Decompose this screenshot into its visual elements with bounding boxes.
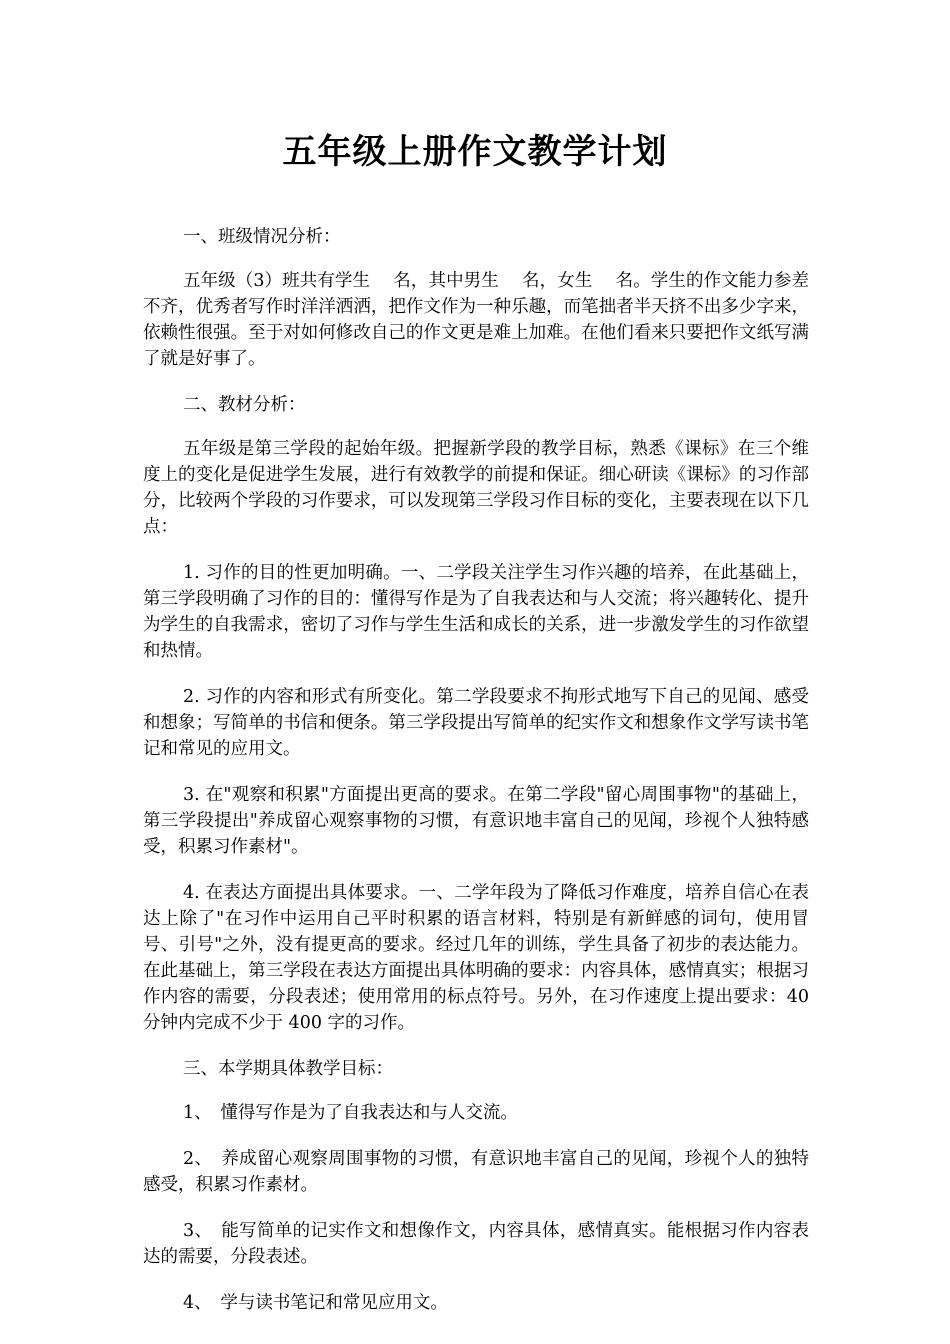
- paragraph-goal-2: 2、 养成留心观察周围事物的习惯，有意识地丰富自己的见闻，珍视个人的独特感受，积累习作素材。: [143, 1149, 809, 1195]
- paragraph-class-analysis: 五年级（3）班共有学生 名，其中男生 名，女生 名。学生的作文能力参差不齐，优秀者写作时洋洋洒洒，把作文作为一种乐趣，而笔拙者半天挤不出多少字来，依赖性很强。至于对如何修改自己的作文更是难上加难。在他们看来只要把作文纸写满了就是好事了。: [143, 271, 809, 369]
- paragraph-point-1: 1. 习作的目的性更加明确。一、二学段关注学生习作兴趣的培养，在此基础上，第三学段明确了习作的目的：懂得写作是为了自我表达和与人交流；将兴趣转化、提升为学生的自我需求，密切了习作与学生生活和成长的关系，进一步激发学生的习作欲望和热情。: [143, 563, 809, 661]
- document-body: [143, 224, 809, 1316]
- paragraph-goal-3: 3、 能写简单的记实作文和想像作文，内容具体，感情真实。能根据习作内容表达的需要，分段表述。: [143, 1221, 809, 1267]
- section-heading-class-analysis: 一、班级情况分析：: [183, 227, 341, 247]
- paragraph-point-3: 3. 在"观察和积累"方面提出更高的要求。在第二学段"留心周围事物"的基础上，第三学段提出"养成留心观察事物的习惯，有意识地丰富自己的见闻，珍视个人独特感受，积累习作素材"。: [143, 785, 809, 857]
- paragraph-goal-4: 4、 学与读书笔记和常见应用文。: [183, 1293, 448, 1313]
- section-heading-teaching-goals: 三、本学期具体教学目标：: [183, 1059, 393, 1079]
- section-heading-textbook-analysis: 二、教材分析：: [183, 395, 306, 415]
- paragraph-goal-1: 1、 懂得写作是为了自我表达和与人交流。: [183, 1103, 518, 1123]
- paragraph-point-4: 4. 在表达方面提出具体要求。一、二学年段为了降低习作难度，培养自信心在表达上除了"在习作中运用自己平时积累的语言材料，特别是有新鲜感的词句，使用冒号、引号"之外，没有提更高的要求。经过几年的训练，学生具备了初步的表达能力。在此基础上，第三学段在表达方面提出具体明确的要求：内容具体，感情真实；根据习作内容的需要，分段表述；使用常用的标点符号。另外，在习作速度上提出要求：40 分钟内完成不少于 400 字的习作。: [143, 883, 809, 1033]
- paragraph-point-2: 2. 习作的内容和形式有所变化。第二学段要求不拘形式地写下自己的见闻、感受和想象；写简单的书信和便条。第三学段提出写简单的纪实作文和想象作文学写读书笔记和常见的应用文。: [143, 687, 809, 759]
- document-title: 五年级上册作文教学计划: [282, 132, 668, 172]
- paragraph-textbook-intro: 五年级是第三学段的起始年级。把握新学段的教学目标，熟悉《课标》在三个维度上的变化是促进学生发展，进行有效教学的前提和保证。细心研读《课标》的习作部分，比较两个学段的习作要求，可以发现第三学段习作目标的变化，主要表现在以下几点：: [143, 439, 809, 537]
